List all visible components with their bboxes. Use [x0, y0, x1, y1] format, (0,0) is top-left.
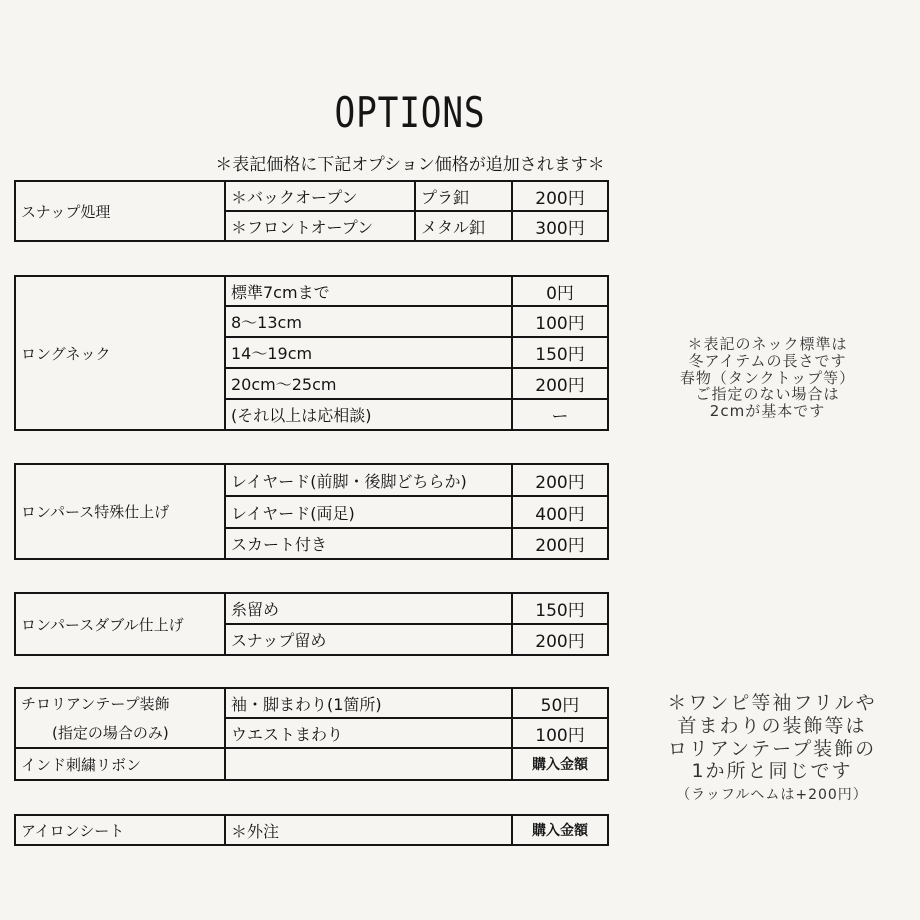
neck-note — [640, 336, 895, 420]
snap-name: スナップ処理 — [15, 181, 225, 241]
rompers-double-option: スナップ留め — [225, 624, 512, 655]
rompers-double-table — [14, 592, 609, 656]
rompers-special-price: 400円 — [512, 496, 608, 528]
rompers-special-price: 200円 — [512, 464, 608, 496]
snap-type: プラ釦 — [415, 181, 512, 211]
long-neck-price: 150円 — [512, 337, 608, 368]
note-line: 1か所と同じです — [691, 760, 853, 783]
long-neck-option: 標準7cmまで — [225, 276, 512, 306]
long-neck-table — [14, 275, 609, 431]
note-line: 2cmが基本です — [709, 402, 826, 421]
rompers-special-option: スカート付き — [225, 528, 512, 559]
rompers-double-price: 200円 — [512, 624, 608, 655]
ribbon-price: 購入金額 — [512, 748, 608, 780]
snap-price: 200円 — [512, 181, 608, 211]
rompers-double-price: 150円 — [512, 593, 608, 624]
snap-option: ＊フロントオープン — [225, 211, 415, 241]
snap-option: ＊バックオープン — [225, 181, 415, 211]
rompers-special-option: レイヤード(前脚・後脚どちらか) — [225, 464, 512, 496]
long-neck-option: 8～13cm — [225, 306, 512, 337]
note-line: 春物（タンクトップ等） — [679, 368, 856, 387]
tyrolean-price: 50円 — [512, 688, 608, 718]
snap-type: メタル釦 — [415, 211, 512, 241]
tyrolean-note — [632, 692, 912, 804]
tyrolean-option: 袖・脚まわり(1箇所) — [225, 688, 512, 718]
note-line: ロリアンテープ装飾の — [667, 737, 877, 760]
note-line: （ラッフルヘムは+200円） — [676, 787, 868, 804]
long-neck-price: 0円 — [512, 276, 608, 306]
long-neck-price: ー — [512, 399, 608, 430]
tyrolean-table — [14, 687, 609, 781]
page-title: OPTIONS — [334, 88, 486, 137]
tyrolean-name-note: (指定の場合のみ) — [15, 718, 225, 748]
rompers-special-name: ロンパース特殊仕上げ — [15, 464, 225, 559]
long-neck-option: 14～19cm — [225, 337, 512, 368]
long-neck-option: (それ以上は応相談) — [225, 399, 512, 430]
long-neck-price: 100円 — [512, 306, 608, 337]
ribbon-option-empty — [225, 748, 512, 780]
iron-sheet-table — [14, 814, 609, 846]
iron-sheet-price: 購入金額 — [512, 815, 608, 845]
note-line: ＊表記のネック標準は — [687, 335, 848, 353]
note-line: 首まわりの装飾等は — [677, 714, 867, 737]
long-neck-price: 200円 — [512, 368, 608, 399]
iron-sheet-name: アイロンシート — [15, 815, 225, 845]
note-line: ＊ワンピ等袖フリルや — [667, 692, 877, 714]
iron-sheet-option: ＊外注 — [225, 815, 512, 845]
note-line: 冬アイテムの長さです — [688, 351, 847, 370]
snap-price: 300円 — [512, 211, 608, 241]
tyrolean-option: ウエストまわり — [225, 718, 512, 748]
ribbon-name: インド刺繍リボン — [15, 748, 225, 780]
rompers-special-price: 200円 — [512, 528, 608, 559]
note-line: ご指定のない場合は — [695, 385, 840, 404]
page-subtitle: ＊表記価格に下記オプション価格が追加されます＊ — [215, 155, 605, 175]
long-neck-option: 20cm～25cm — [225, 368, 512, 399]
tyrolean-price: 100円 — [512, 718, 608, 748]
rompers-double-option: 糸留め — [225, 593, 512, 624]
tyrolean-name: チロリアンテープ装飾 — [15, 688, 225, 718]
rompers-special-option: レイヤード(両足) — [225, 496, 512, 528]
snap-table — [14, 180, 609, 242]
long-neck-name: ロングネック — [15, 276, 225, 430]
rompers-double-name: ロンパースダブル仕上げ — [15, 593, 225, 655]
rompers-special-table — [14, 463, 609, 560]
